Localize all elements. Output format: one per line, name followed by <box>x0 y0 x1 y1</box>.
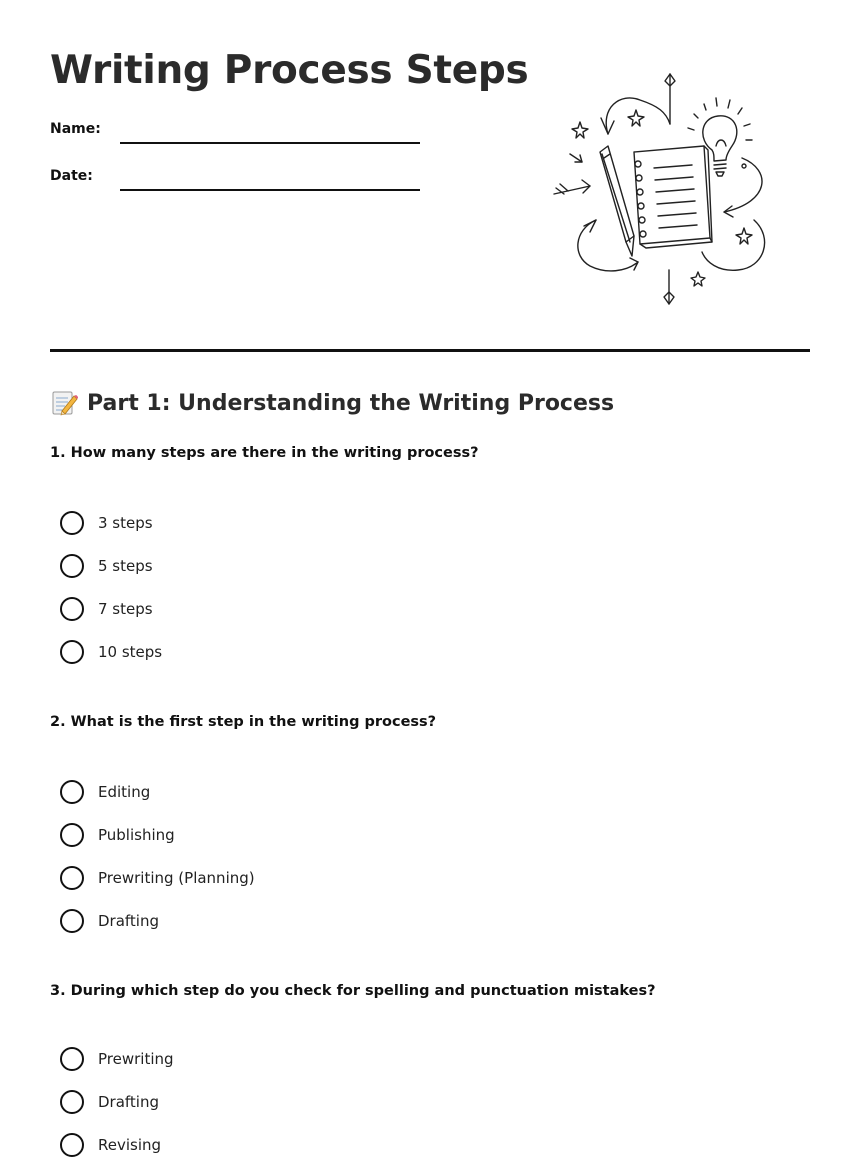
section-divider <box>50 349 810 352</box>
section-heading-text: Part 1: Understanding the Writing Process <box>87 390 615 416</box>
radio-button[interactable] <box>60 640 84 664</box>
question-1 <box>50 445 810 661</box>
answer-options <box>60 501 162 673</box>
option-label: Drafting <box>98 1092 160 1111</box>
answer-options <box>60 770 255 942</box>
radio-button[interactable] <box>60 866 84 890</box>
question-text: 3. During which step do you check for spelling and punctuation mistakes? <box>50 983 656 999</box>
date-input-line[interactable] <box>120 189 420 191</box>
radio-button[interactable] <box>60 1047 84 1071</box>
answer-option[interactable] <box>60 856 255 899</box>
answer-option[interactable] <box>60 899 255 942</box>
answer-option[interactable] <box>60 1037 174 1080</box>
radio-button[interactable] <box>60 909 84 933</box>
answer-option[interactable] <box>60 1123 174 1166</box>
option-label: Prewriting (Planning) <box>98 868 255 887</box>
option-label: Revising <box>98 1135 162 1154</box>
name-input-line[interactable] <box>120 142 420 144</box>
option-label: Editing <box>98 782 151 801</box>
question-text: 1. How many steps are there in the writing process? <box>50 445 479 461</box>
radio-button[interactable] <box>60 554 84 578</box>
page-title: Writing Process Steps <box>50 48 529 93</box>
option-label: 10 steps <box>98 642 163 661</box>
answer-option[interactable] <box>60 770 255 813</box>
option-label: Drafting <box>98 911 160 930</box>
question-3 <box>50 983 810 1154</box>
answer-option[interactable] <box>60 630 162 673</box>
option-label: Prewriting <box>98 1049 174 1068</box>
name-label: Name: <box>50 121 101 137</box>
name-field[interactable] <box>50 116 420 146</box>
option-label: 3 steps <box>98 513 153 532</box>
section-heading <box>50 389 614 417</box>
answer-option[interactable] <box>60 544 162 587</box>
answer-options <box>60 1037 174 1166</box>
radio-button[interactable] <box>60 823 84 847</box>
answer-option[interactable] <box>60 587 162 630</box>
date-field[interactable] <box>50 163 420 193</box>
option-label: Publishing <box>98 825 175 844</box>
question-text: 2. What is the first step in the writing process? <box>50 714 437 730</box>
radio-button[interactable] <box>60 511 84 535</box>
question-2 <box>50 714 810 930</box>
answer-option[interactable] <box>60 813 255 856</box>
date-label: Date: <box>50 168 93 184</box>
radio-button[interactable] <box>60 597 84 621</box>
radio-button[interactable] <box>60 1133 84 1157</box>
option-label: 7 steps <box>98 599 153 618</box>
option-label: 5 steps <box>98 556 153 575</box>
memo-icon <box>50 389 78 417</box>
radio-button[interactable] <box>60 780 84 804</box>
radio-button[interactable] <box>60 1090 84 1114</box>
answer-option[interactable] <box>60 501 162 544</box>
notebook-pencil-lightbulb-icon <box>546 66 792 312</box>
answer-option[interactable] <box>60 1080 174 1123</box>
